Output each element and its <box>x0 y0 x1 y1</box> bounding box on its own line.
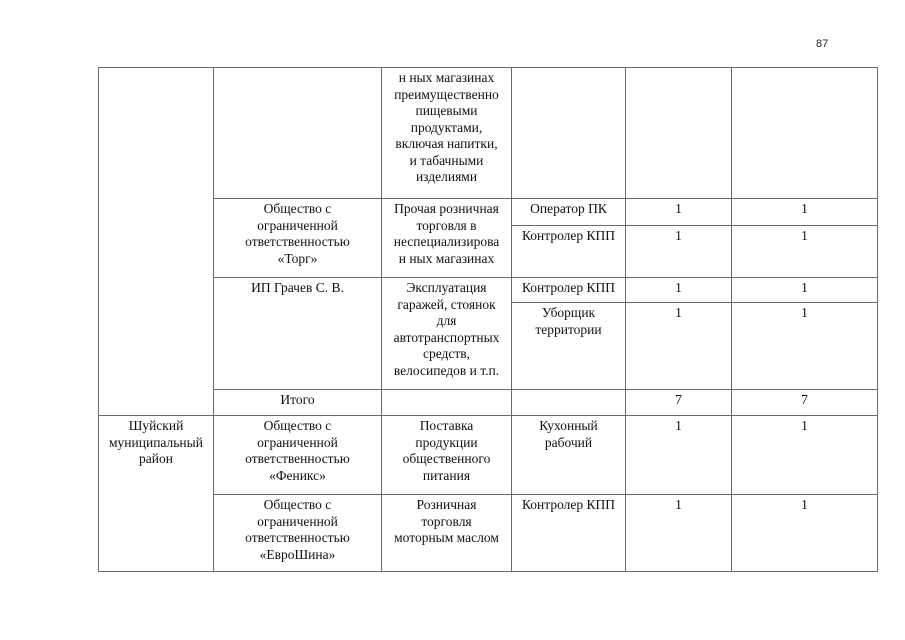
table-row-euroshina <box>99 495 878 572</box>
count-b-cell: 1 <box>732 278 878 303</box>
table-row-grachev-1 <box>99 278 878 303</box>
position-cell <box>512 390 626 416</box>
org-cell-torg: Общество с ограниченной ответственностью «Торг» <box>214 199 382 278</box>
count-b-cell: 1 <box>732 495 878 572</box>
table-row-continuation <box>99 68 878 199</box>
position-cell: Уборщик территории <box>512 303 626 390</box>
org-cell-phoenix: Общество с ограниченной ответственностью «Феникс» <box>214 416 382 495</box>
count-b-cell: 1 <box>732 416 878 495</box>
count-a-cell: 1 <box>626 416 732 495</box>
district-cell-shuya: Шуйский муниципальный район <box>99 416 214 572</box>
page-number: 87 <box>816 38 829 50</box>
position-cell: Оператор ПК <box>512 199 626 226</box>
position-cell: Кухонный рабочий <box>512 416 626 495</box>
total-count-b-cell: 7 <box>732 390 878 416</box>
vacancies-table <box>98 67 878 572</box>
position-cell: Контролер КПП <box>512 226 626 278</box>
org-cell-grachev: ИП Грачев С. В. <box>214 278 382 390</box>
org-cell <box>214 68 382 199</box>
table-row-torg-1 <box>99 199 878 226</box>
count-b-cell: 1 <box>732 303 878 390</box>
activity-cell-euroshina: Розничная торговля моторным маслом <box>382 495 512 572</box>
activity-cell-torg: Прочая розничная торговля в неспециализирова н ных магазинах <box>382 199 512 278</box>
table-row-phoenix <box>99 416 878 495</box>
count-a-cell <box>626 68 732 199</box>
count-a-cell: 1 <box>626 278 732 303</box>
total-label-cell: Итого <box>214 390 382 416</box>
activity-cell-phoenix: Поставка продукции общественного питания <box>382 416 512 495</box>
activity-cell: н ных магазинах преимущественно пищевыми продуктами, включая напитки, и табачными изделиями <box>382 68 512 199</box>
count-b-cell <box>732 68 878 199</box>
table-row-total <box>99 390 878 416</box>
count-a-cell: 1 <box>626 303 732 390</box>
district-cell-empty <box>99 68 214 416</box>
activity-cell-grachev: Эксплуатация гаражей, стоянок для автотранспортных средств, велосипедов и т.п. <box>382 278 512 390</box>
count-a-cell: 1 <box>626 226 732 278</box>
org-cell-euroshina: Общество с ограниченной ответственностью «ЕвроШина» <box>214 495 382 572</box>
position-cell <box>512 68 626 199</box>
total-count-a-cell: 7 <box>626 390 732 416</box>
activity-cell <box>382 390 512 416</box>
count-a-cell: 1 <box>626 199 732 226</box>
count-b-cell: 1 <box>732 199 878 226</box>
position-cell: Контролер КПП <box>512 278 626 303</box>
count-b-cell: 1 <box>732 226 878 278</box>
count-a-cell: 1 <box>626 495 732 572</box>
position-cell: Контролер КПП <box>512 495 626 572</box>
